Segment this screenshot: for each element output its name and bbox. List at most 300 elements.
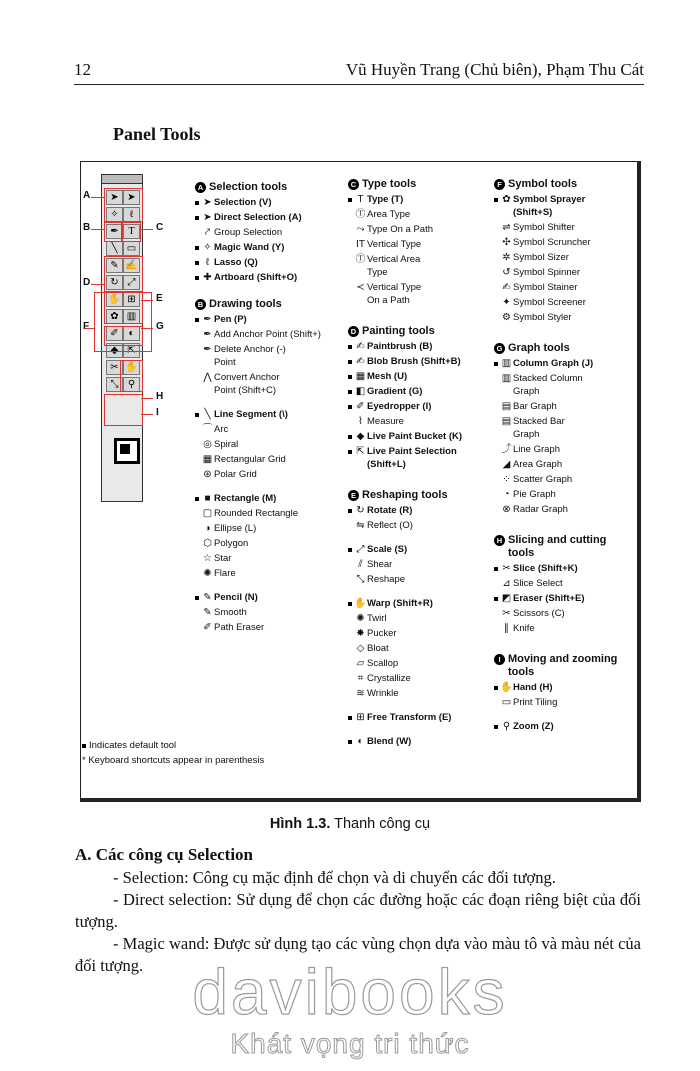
tool-label-line: Artboard (Shift+O): [214, 272, 298, 283]
section-title-text: Slicing and cutting: [508, 534, 607, 546]
tool-item: [195, 492, 345, 505]
tool-label: [367, 711, 451, 724]
callout-box-a: [104, 188, 143, 222]
tool-item: [494, 236, 634, 249]
tool-label-line: Knife: [513, 623, 535, 634]
section-badge-icon: C: [348, 179, 359, 190]
default-marker-icon: [348, 198, 352, 202]
tool-label-line: Area Type: [367, 209, 411, 220]
tool-label: [214, 522, 256, 535]
tool-icon: ✒: [203, 314, 212, 325]
tool-item: [494, 193, 634, 219]
toolbox-tool-icon: ✋: [123, 360, 140, 375]
toolbox-tool-icon: ✐: [106, 326, 123, 341]
tool-item: [195, 196, 345, 209]
tool-item: [195, 343, 345, 369]
tool-label-line: Symbol Styler: [513, 312, 572, 323]
tool-icon: ▤: [501, 416, 512, 427]
default-marker-icon: [348, 375, 352, 379]
tool-item: [494, 296, 634, 309]
tool-icon: ⤡: [356, 574, 365, 585]
callout-box-g: [104, 326, 143, 346]
tool-label: [214, 621, 264, 634]
section-badge-icon: H: [494, 535, 505, 546]
tool-item: [494, 311, 634, 324]
tool-label: [513, 400, 557, 413]
tool-label: [513, 577, 563, 590]
toolbox-tool-icon: ✎: [106, 258, 123, 273]
tool-label-line: Print Tiling: [513, 697, 558, 708]
section-title-type: [348, 178, 493, 191]
tool-label: [367, 385, 422, 398]
tool-label: [513, 720, 554, 733]
default-marker-icon: [348, 405, 352, 409]
tool-icon: ↻: [356, 505, 365, 516]
tool-item: [195, 408, 345, 421]
tool-label: [214, 271, 297, 284]
tool-label: [214, 492, 276, 505]
tool-label-line: Arc: [214, 424, 229, 435]
tool-icon: ✧: [203, 242, 212, 253]
default-marker-icon: [494, 597, 498, 601]
callout-box-b: [104, 222, 122, 242]
default-marker-icon: [494, 362, 498, 366]
tool-icon: ✋: [500, 682, 513, 693]
section-title-text: Selection tools: [209, 181, 288, 193]
tool-label-line: Vertical Area: [367, 254, 421, 265]
tool-label-line: Star: [214, 553, 232, 564]
group-gap: [348, 724, 493, 733]
tool-label-line: Column Graph (J): [513, 358, 594, 369]
tool-item: [494, 372, 634, 398]
tool-label: [367, 445, 457, 471]
tool-icon: Ⓣ: [355, 209, 366, 220]
tool-item: [348, 355, 493, 368]
tool-label-line: Symbol Sizer: [513, 252, 569, 263]
tool-label-line: Symbol Stainer: [513, 282, 578, 293]
tool-item: [195, 621, 345, 634]
tool-icon: ◎: [203, 439, 212, 450]
tool-item: [494, 503, 634, 516]
tool-label-line: Eyedropper (I): [367, 401, 432, 412]
section-title-painting: [348, 325, 493, 338]
tool-icon: ╲: [204, 409, 211, 420]
tool-label-line: Slice Select: [513, 578, 563, 589]
tool-label-line: Zoom (Z): [513, 721, 554, 732]
tool-label: [214, 408, 288, 421]
default-marker-icon: [348, 740, 352, 744]
tool-item: [494, 458, 634, 471]
tool-label: [513, 296, 586, 309]
default-marker-icon: [348, 548, 352, 552]
tool-item: [494, 720, 634, 733]
tool-icon: ✍: [356, 356, 365, 367]
section-symbol-tools: [494, 178, 634, 324]
group-gap: [195, 481, 345, 490]
tool-label-line: Stacked Bar: [513, 416, 565, 427]
tool-icon: ✣: [502, 237, 511, 248]
tool-item: [494, 592, 634, 605]
tool-label-line: Rectangle (M): [214, 493, 277, 504]
tool-label: [513, 372, 583, 398]
tool-item: [348, 672, 493, 685]
callout-label-h: H: [156, 391, 164, 402]
section-title-text: Drawing tools: [209, 298, 282, 310]
tool-label: [513, 488, 556, 501]
tool-item: [494, 696, 634, 709]
tool-item: [195, 226, 345, 239]
tool-item: [195, 522, 345, 535]
tool-icon: ⌒: [202, 424, 213, 435]
toolbox-tool-icon: ✒: [106, 224, 123, 239]
tool-label-line: Symbol Shifter: [513, 222, 575, 233]
tool-label: [367, 400, 431, 413]
tool-icon: ▭: [501, 697, 512, 708]
tool-label-line: Live Paint Selection: [367, 446, 457, 457]
page-header: [74, 60, 644, 85]
section-selection-tools: [195, 181, 345, 284]
tool-label: [214, 552, 231, 565]
default-marker-icon: [195, 318, 199, 322]
tool-icon: ≋: [356, 688, 365, 699]
default-marker-icon: [82, 744, 86, 748]
tool-item: [494, 622, 634, 635]
tool-icon: ✒: [203, 329, 212, 340]
tool-item: [195, 211, 345, 224]
figure-caption: [0, 816, 700, 832]
tool-label-line: On a Path: [367, 295, 410, 306]
tool-item: [348, 415, 493, 428]
section-title-slicing: [494, 534, 634, 547]
callout-line-d: [91, 284, 104, 285]
tool-icon: T: [357, 194, 364, 205]
tool-label: [214, 328, 321, 341]
section-graph-tools: [494, 342, 634, 516]
tool-icon: ▦: [355, 371, 366, 382]
callout-line-c: [139, 229, 153, 230]
callout-label-e: E: [156, 293, 163, 304]
tool-label-line: Twirl: [367, 613, 387, 624]
tool-item: [195, 328, 345, 341]
tool-item: [195, 438, 345, 451]
tool-item: [348, 573, 493, 586]
tool-label: [367, 340, 432, 353]
legend-default: [82, 738, 264, 753]
callout-label-f: F: [83, 321, 90, 332]
tool-label: [367, 687, 399, 700]
tool-label-line: Pencil (N): [214, 592, 258, 603]
tool-label: [214, 537, 248, 550]
tool-label-line: Mesh (U): [367, 371, 408, 382]
tool-label-line: Pen (P): [214, 314, 247, 325]
paragraph-selection: - Selection: Công cụ mặc định để chọn và di chuyển các đối tượng.: [113, 868, 556, 887]
tool-icon: ⤢: [356, 544, 365, 555]
tool-label-line: Slice (Shift+K): [513, 563, 578, 574]
tool-label: [513, 251, 569, 264]
tool-label-line: Polar Grid: [214, 469, 257, 480]
tool-icon: ◩: [501, 593, 512, 604]
tool-icon: ⚲: [502, 721, 511, 732]
tool-label-line: Line Graph: [513, 444, 561, 455]
tool-label: [214, 196, 272, 209]
default-marker-icon: [494, 725, 498, 729]
tool-item: [494, 415, 634, 441]
tool-label: [214, 507, 298, 520]
tool-item: [494, 488, 634, 501]
tool-label: [513, 281, 577, 294]
toolbox-tool-icon: ◐: [123, 326, 140, 341]
tool-icon: ⊿: [502, 578, 511, 589]
default-marker-icon: [348, 716, 352, 720]
tool-label: [367, 281, 421, 307]
toolbox-tool-icon: ↻: [106, 275, 123, 290]
tool-label-line: Rectangular Grid: [214, 454, 286, 465]
tool-icon: ⋀: [203, 372, 212, 383]
tool-label: [214, 468, 257, 481]
section-badge-icon: B: [195, 299, 206, 310]
tool-icon: ◔: [503, 489, 510, 500]
tool-item: [494, 681, 634, 694]
tool-label-line: Free Transform (E): [367, 712, 452, 723]
tool-label-line: Paintbrush (B): [367, 341, 433, 352]
tool-item: [348, 281, 493, 307]
tool-label: [214, 343, 286, 369]
callout-label-b: B: [83, 222, 91, 233]
default-marker-icon: [195, 596, 199, 600]
tool-icon: ◑: [204, 523, 211, 534]
tool-label-line: Rounded Rectangle: [214, 508, 298, 519]
callout-line-a: [91, 197, 104, 198]
tool-item: [348, 430, 493, 443]
section-title-text: Type tools: [362, 178, 417, 190]
group-gap: [195, 397, 345, 406]
tool-label: [367, 597, 433, 610]
tool-label: [367, 627, 397, 640]
section-moving-tools: [494, 653, 634, 733]
tool-label-line: Symbol Screener: [513, 297, 586, 308]
tool-label: [513, 221, 575, 234]
watermark-brand: davibooks: [192, 956, 508, 1028]
section-title-moving: [494, 653, 634, 666]
tool-item: [348, 340, 493, 353]
caption-label: Hình 1.3.: [269, 816, 331, 832]
callout-line-i: [141, 414, 153, 415]
tool-icon: Ⓣ: [355, 254, 366, 265]
callout-box-c: [122, 222, 141, 242]
tool-label-line: Add Anchor Point (Shift+): [214, 329, 321, 340]
tool-item: [195, 468, 345, 481]
page-authors: Vũ Huyền Trang (Chủ biên), Phạm Thu Cát: [345, 60, 644, 79]
tool-icon: ◐: [357, 736, 364, 747]
watermark-slogan: Khát vọng tri thức: [230, 1028, 470, 1059]
toolbox-tool-icon: ⤢: [123, 275, 140, 290]
tool-label: [367, 193, 403, 206]
toolbox-titlebar: [102, 175, 142, 184]
tool-icon: ⁘: [502, 474, 511, 485]
tool-label-line: Point (Shift+C): [214, 385, 277, 396]
section-reshaping-tools: [348, 489, 493, 748]
toolbox-tool-icon: T: [123, 224, 140, 239]
tool-label: [513, 236, 591, 249]
tool-item: [494, 251, 634, 264]
tool-label: [513, 357, 593, 370]
tool-item: [195, 567, 345, 580]
tool-label: [367, 223, 433, 236]
tool-label: [367, 519, 413, 532]
tool-label-line: Live Paint Bucket (K): [367, 431, 463, 442]
tool-label: [367, 612, 387, 625]
tool-label: [367, 543, 407, 556]
tool-icon: ≺: [356, 282, 365, 293]
tool-label-line: Lasso (Q): [214, 257, 258, 268]
tool-item: [494, 266, 634, 279]
default-marker-icon: [195, 216, 199, 220]
section-slicing-tools: [494, 534, 634, 635]
tool-label-line: Vertical Type: [367, 282, 422, 293]
tool-label-line: Group Selection: [214, 227, 283, 238]
default-marker-icon: [494, 686, 498, 690]
tool-icon: ☆: [203, 553, 212, 564]
tool-item: [195, 453, 345, 466]
tool-icon: ✺: [356, 613, 365, 624]
tool-label: [513, 415, 565, 441]
tool-item: [494, 443, 634, 456]
tool-item: [195, 371, 345, 397]
tool-item: [348, 370, 493, 383]
tool-icon: ⤴: [501, 444, 512, 455]
tool-item: [494, 473, 634, 486]
section-heading: A. Các công cụ Selection: [75, 845, 254, 864]
tool-icon: ✿: [502, 194, 511, 205]
tool-icon: ✍: [502, 282, 511, 293]
tool-label: [214, 567, 236, 580]
default-marker-icon: [195, 261, 199, 265]
tool-icon: ✐: [356, 401, 365, 412]
default-marker-icon: [348, 602, 352, 606]
tool-label-line: Graph: [513, 429, 540, 440]
tool-item: [494, 281, 634, 294]
tool-label: [214, 226, 282, 239]
tool-icon: ➤: [203, 197, 212, 208]
section-type-tools: [348, 178, 493, 307]
tool-label: [214, 423, 228, 436]
page-number: 12: [74, 60, 91, 79]
tool-label-line: Delete Anchor (-): [214, 344, 286, 355]
tool-icon: ⤤: [204, 227, 211, 238]
legend: [82, 738, 264, 768]
tool-item: [348, 385, 493, 398]
section-title-graph: [494, 342, 634, 355]
section-title-text: Symbol tools: [508, 178, 578, 190]
tool-item: [195, 537, 345, 550]
toolbox-tool-icon: ◆: [106, 343, 123, 358]
tool-icon: ▱: [356, 658, 365, 669]
tool-label-line: Reshape: [367, 574, 406, 585]
tool-item: [195, 423, 345, 436]
tool-label: [367, 657, 398, 670]
tool-label-line: Area Graph: [513, 459, 563, 470]
tool-label: [513, 562, 578, 575]
legend-default-text: Indicates default tool: [89, 740, 177, 751]
tool-label: [367, 253, 420, 279]
section-title-selection: [195, 181, 345, 194]
tool-icon: ⊗: [502, 504, 511, 515]
tool-icon: ✂: [502, 608, 511, 619]
section-title-text: Moving and zooming: [508, 653, 618, 665]
tool-label-line: Gradient (G): [367, 386, 423, 397]
tool-label-line: Symbol Scruncher: [513, 237, 591, 248]
default-marker-icon: [195, 413, 199, 417]
tool-label-line: Eraser (Shift+E): [513, 593, 585, 604]
tool-label-line: Crystallize: [367, 673, 411, 684]
tool-item: [195, 507, 345, 520]
tool-label: [367, 208, 410, 221]
tool-label-line: Hand (H): [513, 682, 553, 693]
tool-icon: ▤: [501, 401, 512, 412]
default-marker-icon: [348, 509, 352, 513]
tool-item: [195, 591, 345, 604]
tool-icon: ◆: [356, 431, 365, 442]
tool-icon: ✺: [203, 568, 212, 579]
tool-label-line: Vertical Type: [367, 239, 422, 250]
tool-icon: ⫽: [358, 559, 363, 570]
tool-item: [348, 504, 493, 517]
tool-label-line: Selection (V): [214, 197, 272, 208]
callout-line-g: [141, 328, 153, 329]
tool-icon: ✸: [356, 628, 365, 639]
tool-label: [367, 558, 392, 571]
tool-item: [348, 612, 493, 625]
default-marker-icon: [195, 246, 199, 250]
tool-label-line: Magic Wand (Y): [214, 242, 285, 253]
tool-label: [214, 438, 238, 451]
tool-label-line: Symbol Sprayer: [513, 194, 586, 205]
default-marker-icon: [195, 201, 199, 205]
toolbox-tool-icon: ➤: [106, 190, 123, 205]
tool-label-line: Spiral: [214, 439, 239, 450]
tool-icon: ▥: [501, 373, 512, 384]
tool-item: [348, 400, 493, 413]
tool-label: [513, 266, 580, 279]
tool-label-line: Scallop: [367, 658, 399, 669]
tool-label: [214, 211, 302, 224]
tool-icon: ⤳: [356, 224, 365, 235]
tool-label: [513, 696, 557, 709]
tool-label: [214, 453, 286, 466]
section-title-continued: tools: [508, 547, 535, 559]
toolbox-tool-icon: ✂: [106, 360, 123, 375]
tool-icon: ✚: [203, 272, 212, 283]
section-badge-icon: D: [348, 326, 359, 337]
tool-icon: ⌇: [358, 416, 363, 427]
tool-icon: ▦: [202, 454, 213, 465]
tool-item: [494, 562, 634, 575]
callout-label-i: I: [156, 407, 159, 418]
tool-icon: ℓ: [205, 257, 210, 268]
tool-item: [348, 223, 493, 236]
callout-line-b: [91, 229, 104, 230]
tool-icon: ⊞: [356, 712, 365, 723]
tool-item: [195, 313, 345, 326]
tool-icon: ⇌: [502, 222, 511, 233]
tool-label-line: Wrinkle: [367, 688, 399, 699]
toolbox-tool-icon: ✧: [106, 207, 123, 222]
tool-icon: ▢: [202, 508, 213, 519]
tool-label-line: Graph: [513, 386, 540, 397]
paragraph-direct-selection: - Direct selection: Sử dụng để chọn các đường hoặc các đoạn riêng biệt của đối tượng.: [75, 890, 641, 931]
tool-label-line: Pucker: [367, 628, 397, 639]
tool-label-line: Polygon: [214, 538, 249, 549]
